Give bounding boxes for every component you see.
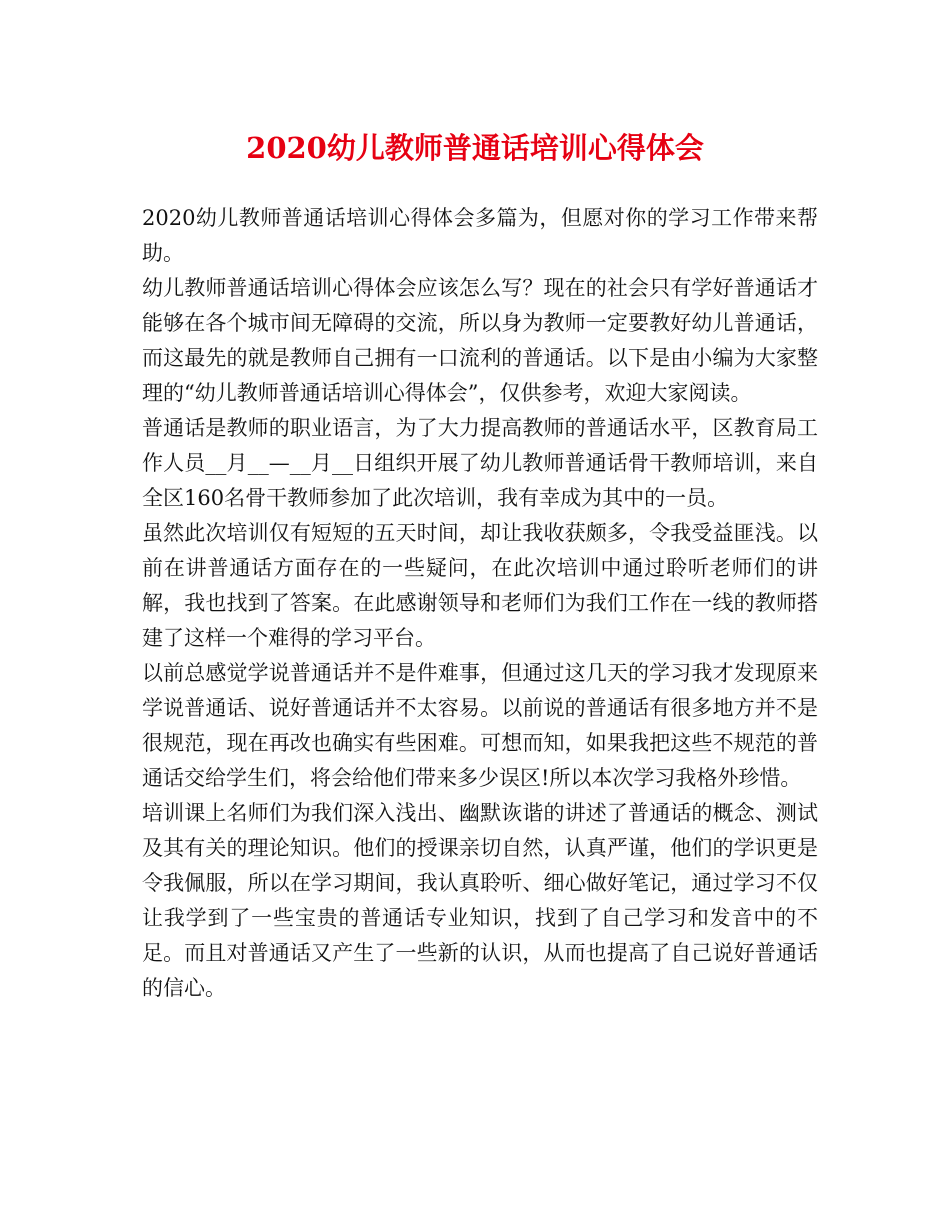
document-body: [142, 201, 818, 1006]
paragraph-training-overview: 普通话是教师的职业语言，为了大力提高教师的普通话水平，区教育局工作人员__月__—__月__日组织开展了幼儿教师普通话骨干教师培训，来自全区160名骨干教师参加了此次培训，我有幸成为其中的一员。: [142, 416, 818, 510]
paragraph-course-content: 培训课上名师们为我们深入浅出、幽默诙谐的讲述了普通话的概念、测试及其有关的理论知识。他们的授课亲切自然，认真严谨，他们的学识更是令我佩服，所以在学习期间，我认真聆听、细心做好笔记，通过学习不仅让我学到了一些宝贵的普通话专业知识，找到了自己学习和发音中的不足。而且对普通话又产生了一些新的认识，从而也提高了自己说好普通话的信心。: [142, 801, 818, 1000]
paragraph-intro: 2020幼儿教师普通话培训心得体会多篇为，但愿对你的学习工作带来帮助。: [142, 206, 818, 265]
paragraph-gains: 虽然此次培训仅有短短的五天时间，却让我收获颇多，令我受益匪浅。以前在讲普通话方面存在的一些疑问，在此次培训中通过聆听老师们的讲解，我也找到了答案。在此感谢领导和老师们为我们工作在一线的教师搭建了这样一个难得的学习平台。: [142, 521, 818, 650]
paragraph-reflection: 以前总感觉学说普通话并不是件难事，但通过这几天的学习我才发现原来学说普通话、说好普通话并不太容易。以前说的普通话有很多地方并不是很规范，现在再改也确实有些困难。可想而知，如果我把这些不规范的普通话交给学生们，将会给他们带来多少误区!所以本次学习我格外珍惜。: [142, 661, 818, 790]
paragraph-how-to-write: 幼儿教师普通话培训心得体会应该怎么写？现在的社会只有学好普通话才能够在各个城市间无障碍的交流，所以身为教师一定要教好幼儿普通话，而这最先的就是教师自己拥有一口流利的普通话。以下是由小编为大家整理的“幼儿教师普通话培训心得体会”，仅供参考，欢迎大家阅读。: [142, 276, 818, 405]
document-title: 2020幼儿教师普通话培训心得体会: [246, 131, 704, 165]
